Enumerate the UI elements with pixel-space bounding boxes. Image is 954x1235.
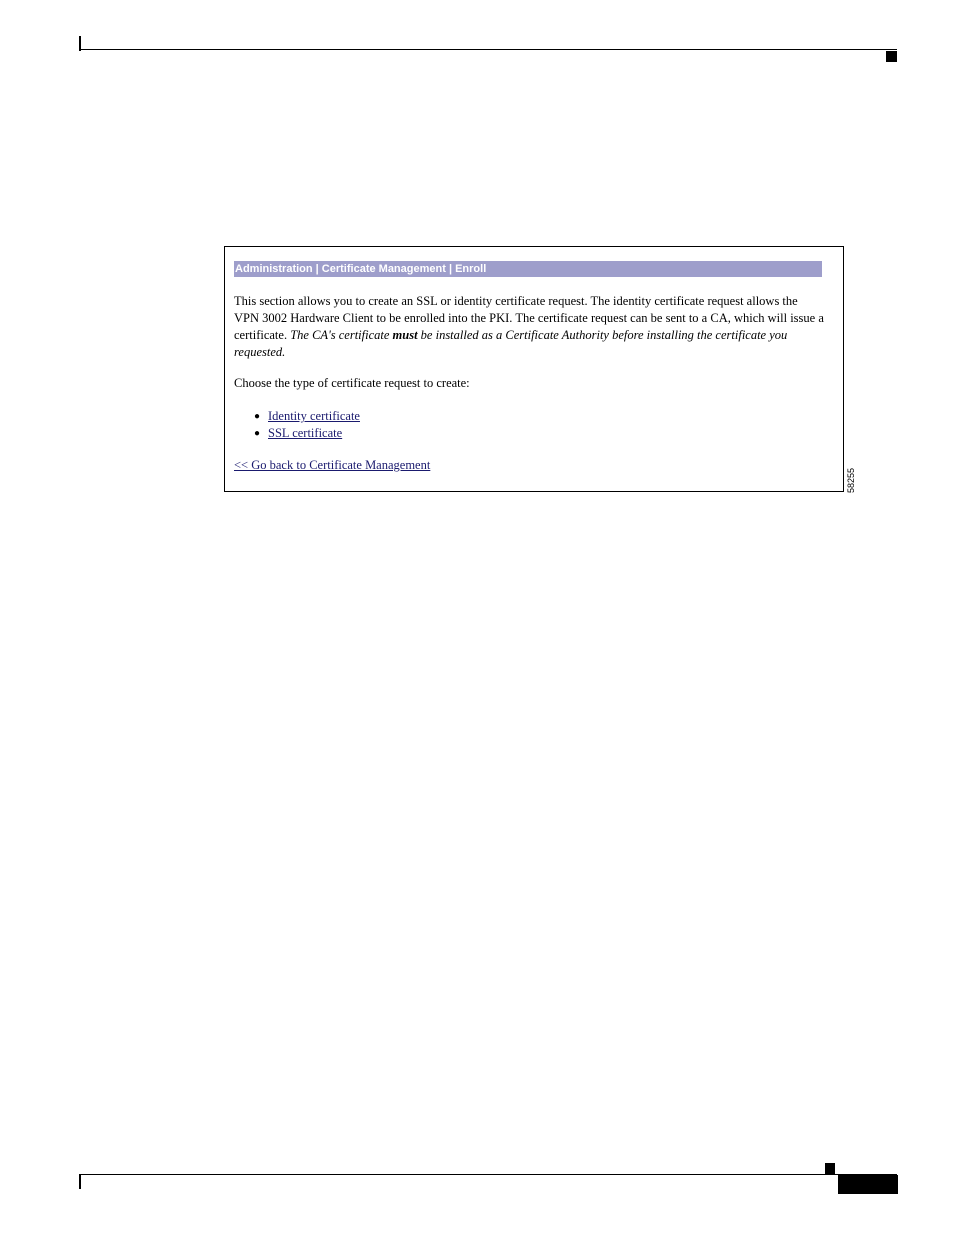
intro-italic-text-continued: be installed as a Certificate Authority before installing the certificate you requested. — [234, 328, 788, 359]
breadcrumb-title-bar: Administration | Certificate Management | Enroll — [234, 261, 822, 277]
screenshot-figure — [224, 246, 844, 492]
bullet-icon: ● — [254, 411, 261, 422]
figure-id: 58255 — [846, 467, 856, 493]
header-square-marker — [886, 51, 897, 62]
choose-prompt: Choose the type of certificate request to create: — [234, 376, 470, 390]
intro-emphasis-must: must — [392, 328, 418, 342]
identity-certificate-link[interactable]: Identity certificate — [268, 409, 360, 423]
footer-page-block — [838, 1175, 898, 1194]
footer-square-marker — [825, 1163, 835, 1174]
footer-rule — [79, 1174, 897, 1175]
back-to-certificate-management-link[interactable]: << Go back to Certificate Management — [234, 458, 431, 472]
intro-text: This section allows you to create an SSL or identity certificate request. The identity certificate request allows the VPN 3002 Hardware Client to be enrolled into the PKI. The certificate request can be sent to a CA, which will issue a certificate. — [234, 294, 824, 342]
ssl-certificate-link[interactable]: SSL certificate — [268, 426, 343, 440]
footer-tick-mark — [79, 1174, 81, 1189]
list-item — [254, 425, 360, 442]
intro-paragraph — [234, 293, 824, 361]
list-item — [254, 408, 360, 425]
header-rule — [79, 49, 897, 50]
intro-italic-text: The CA's certificate — [290, 328, 393, 342]
certificate-type-list — [254, 408, 360, 442]
bullet-icon: ● — [254, 428, 261, 439]
back-link-container — [234, 457, 430, 474]
